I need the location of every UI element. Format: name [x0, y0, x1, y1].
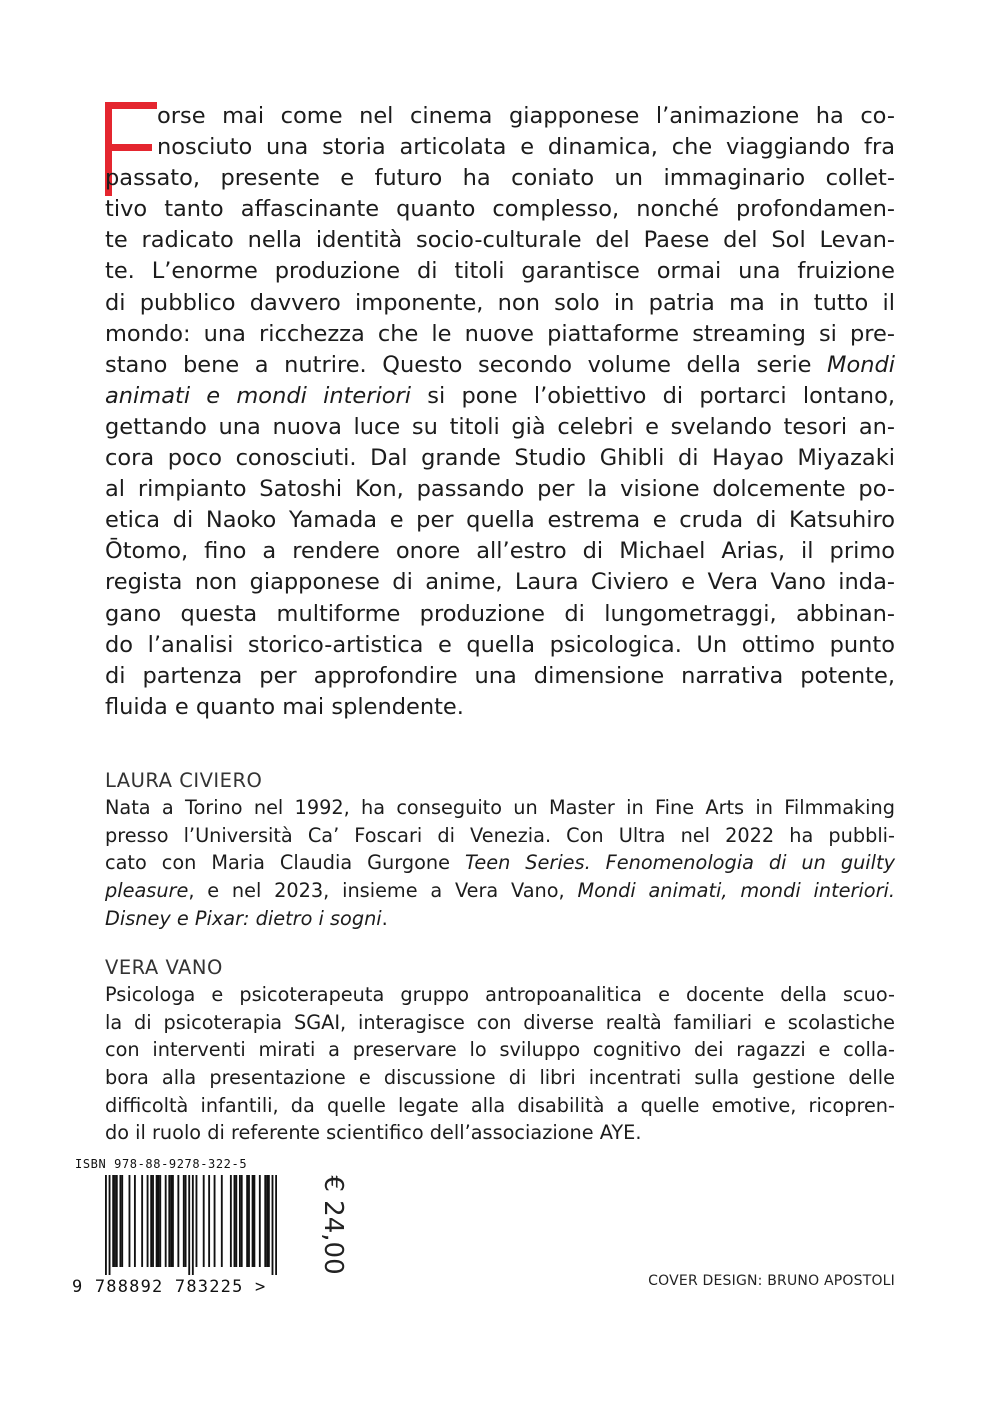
barcode-bar: [109, 1175, 111, 1275]
author-bio-vera-vano: [105, 955, 895, 1147]
barcode-bar: [253, 1175, 255, 1267]
cover-design-credit: COVER DESIGN: BRUNO APOSTOLI: [648, 1273, 895, 1289]
barcode-bar: [266, 1175, 268, 1267]
bio-line: difficoltà infantili, da quelle legate alla disabilità a quelle emotive, ricopren-: [105, 1093, 895, 1117]
description-line: mondo: una ricchezza che le nuove piattaforme streaming si pre-: [105, 320, 895, 347]
barcode-bar: [172, 1175, 174, 1267]
barcode-bar: [275, 1175, 277, 1275]
barcode-bar: [165, 1175, 167, 1267]
barcode-bar: [141, 1175, 143, 1267]
barcode-bar: [147, 1175, 149, 1267]
book-title: Disney e Pixar: dietro i sogni: [105, 906, 382, 930]
price-label: € 24,00: [318, 1175, 348, 1275]
barcode-digits: 9 788892 783225 >: [72, 1277, 267, 1297]
barcode-bar: [264, 1175, 266, 1267]
barcode-bar: [272, 1175, 274, 1275]
barcode-bar: [203, 1175, 205, 1267]
description-line: etica di Naoko Yamada e per quella estrema e cruda di Katsuhiro: [105, 507, 895, 534]
bio-line: presso l’Università Ca’ Foscari di Venezia. Con Ultra nel 2022 ha pubbli-: [105, 823, 895, 847]
description-line: te radicato nella identità socio-culturale del Paese del Sol Levan-: [105, 227, 895, 254]
isbn-label: ISBN 978-88-9278-322-5: [75, 1157, 248, 1171]
book-title: pleasure: [105, 879, 189, 903]
description-line: di pubblico davvero imponente, non solo in patria ma in tutto il: [105, 289, 895, 316]
barcode-bar: [196, 1175, 198, 1267]
barcode-bar: [183, 1175, 185, 1267]
ean-barcode: [105, 1175, 277, 1275]
book-title: Mondi animati, mondi interiori.: [577, 879, 895, 903]
bio-line: la di psicoterapia SGAI, interagisce con diverse realtà familiari e scolastiche: [105, 1010, 895, 1034]
barcode-bar: [221, 1175, 223, 1267]
barcode-bar: [214, 1175, 216, 1267]
barcode-bar: [177, 1175, 179, 1267]
barcode-bar: [150, 1175, 152, 1267]
barcode-bar: [235, 1175, 237, 1267]
description-line: animati e mondi interiori si pone l’obiettivo di portarci lontano,: [105, 382, 895, 409]
description-line: do l’analisi storico-artistica e quella psicologica. Un ottimo punto: [105, 631, 895, 658]
barcode-bar: [185, 1175, 187, 1267]
barcode-bar: [152, 1175, 154, 1267]
barcode-bar: [116, 1175, 118, 1267]
barcode-bar: [129, 1175, 131, 1267]
barcode-bar: [170, 1175, 172, 1267]
description-line: di partenza per approfondire una dimensione narrativa potente,: [105, 662, 895, 689]
barcode-bar: [159, 1175, 161, 1267]
book-description: [105, 101, 895, 723]
bio-line: cato con Maria Claudia Gurgone Teen Series. Fenomenologia di un guilty: [105, 851, 895, 875]
barcode-bar: [192, 1175, 194, 1275]
barcode-bar: [246, 1175, 248, 1267]
description-line: Ōtomo, fino a rendere onore all’estro di Michael Arias, il primo: [105, 538, 895, 565]
barcode-bar: [119, 1175, 121, 1267]
bio-line: Psicologa e psicoterapeuta gruppo antropoanalitica e docente della scuo-: [105, 983, 895, 1006]
description-line: al rimpianto Satoshi Kon, passando per la visione dolcemente po-: [105, 476, 895, 503]
description-line: fluida e quanto mai splendente.: [105, 693, 464, 720]
barcode-bar: [208, 1175, 210, 1267]
barcode-bar: [230, 1175, 232, 1267]
bio-line: do il ruolo di referente scientifico dell’associazione AYE.: [105, 1121, 642, 1145]
book-title: Teen Series. Fenomenologia di un guilty: [464, 851, 895, 875]
description-line: regista non giapponese di anime, Laura Civiero e Vera Vano inda-: [105, 569, 895, 596]
description-line: stano bene a nutrire. Questo secondo volume della serie Mondi: [105, 351, 896, 378]
series-title: animati e mondi interiori: [105, 382, 412, 409]
description-line: passato, presente e futuro ha coniato un immaginario collet-: [105, 165, 895, 192]
barcode-bar: [112, 1175, 114, 1267]
bio-line: Disney e Pixar: dietro i sogni.: [105, 906, 388, 930]
barcode-bar: [239, 1175, 241, 1267]
bio-line: con interventi mirati a preservare lo sviluppo cognitivo dei ragazzi e colla-: [105, 1038, 895, 1062]
barcode-bar: [156, 1175, 158, 1267]
description-line: cora poco conosciuti. Dal grande Studio Ghibli di Hayao Miyazaki: [105, 445, 895, 472]
author-name: VERA VANO: [105, 956, 223, 979]
barcode-bar: [188, 1175, 190, 1275]
description-line: te. L’enorme produzione di titoli garantisce ormai una fruizione: [105, 258, 895, 285]
description-line: orse mai come nel cinema giapponese l’animazione ha co-: [157, 103, 895, 129]
barcode-bar: [168, 1175, 170, 1267]
description-line: gettando una nuova luce su titoli già celebri e svelando tesori an-: [105, 413, 895, 440]
barcode-bar: [248, 1175, 250, 1267]
author-name: LAURA CIVIERO: [105, 769, 263, 792]
barcode-bar: [158, 1175, 160, 1267]
barcode-bar: [234, 1175, 236, 1267]
bio-line: Nata a Torino nel 1992, ha conseguito un Master in Fine Arts in Filmmaking: [105, 796, 895, 819]
barcode-bar: [134, 1175, 136, 1267]
barcode-bar: [241, 1175, 243, 1267]
barcode-bar: [268, 1175, 270, 1267]
description-line: tivo tanto affascinante quanto complesso, nonché profondamen-: [105, 196, 895, 223]
bio-line: bora alla presentazione e discussione di libri incentrati sulla gestione delle: [105, 1066, 895, 1090]
description-line: gano questa multiforme produzione di lungometraggi, abbinan-: [105, 600, 895, 627]
barcode-bar: [114, 1175, 116, 1267]
barcode-bar: [252, 1175, 254, 1267]
series-title: Mondi: [827, 351, 896, 378]
barcode-bar: [121, 1175, 123, 1267]
author-bio-laura-civiero: [105, 768, 895, 932]
barcode-bar: [259, 1175, 261, 1267]
barcode-bar: [105, 1175, 107, 1275]
description-line: nosciuto una storia articolata e dinamica, che viaggiando fra: [157, 134, 895, 161]
bio-line: pleasure, e nel 2023, insieme a Vera Vano, Mondi animati, mondi interiori.: [105, 879, 895, 903]
